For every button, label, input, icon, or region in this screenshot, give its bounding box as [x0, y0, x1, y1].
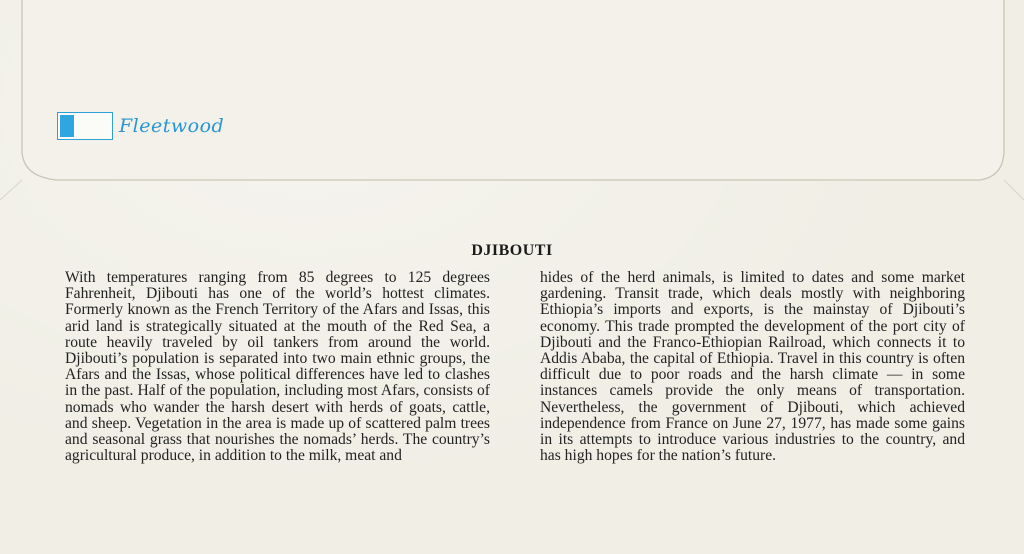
logo-mark-icon — [57, 112, 113, 140]
page-title: DJIBOUTI — [471, 242, 553, 259]
fleetwood-logo — [57, 112, 224, 140]
logo-wordmark: Fleetwood — [119, 115, 225, 137]
text-column-left — [65, 270, 490, 464]
text-column-right — [540, 270, 965, 464]
paragraph-left: With temperatures ranging from 85 degrees to 125 degrees Fahrenheit, Djibouti has one of the world’s hottest climates. Formerly known as the French Territory of the Afars and Issas, this arid land is strategically situated at the mouth of the Red Sea, a route heavily traveled by oil tankers from around the world. Djibouti’s population is separated into two main ethnic groups, the Afars and the Issas, whose political differences have led to clashes in the past. Half of the population, including most Afars, consists of nomads who wander the harsh desert with herds of goats, cattle, and sheep. Vegetation in the area is made up of scattered palm trees and seasonal grass that nourishes the nomads’ herds. The country’s agricultural produce, in addition to the milk, meat and — [65, 269, 490, 465]
paragraph-right: hides of the herd animals, is limited to dates and some market gardening. Transit trade, which deals mostly with neighboring Ethiopia’s imports and exports, is the mainstay of Djibouti’s economy. This trade prompted the development of the port city of Djibouti and the Franco-Ethiopian Railroad, which connects it to Addis Ababa, the capital of Ethiopia. Travel in this country is often difficult due to poor roads and the harsh climate — in some instances camels provide the only means of transportation. Nevertheless, the government of Djibouti, which achieved independence from France on June 27, 1977, has made some gains in its attempts to introduce various industries to the country, and has high hopes for the nation’s future. — [540, 269, 965, 465]
